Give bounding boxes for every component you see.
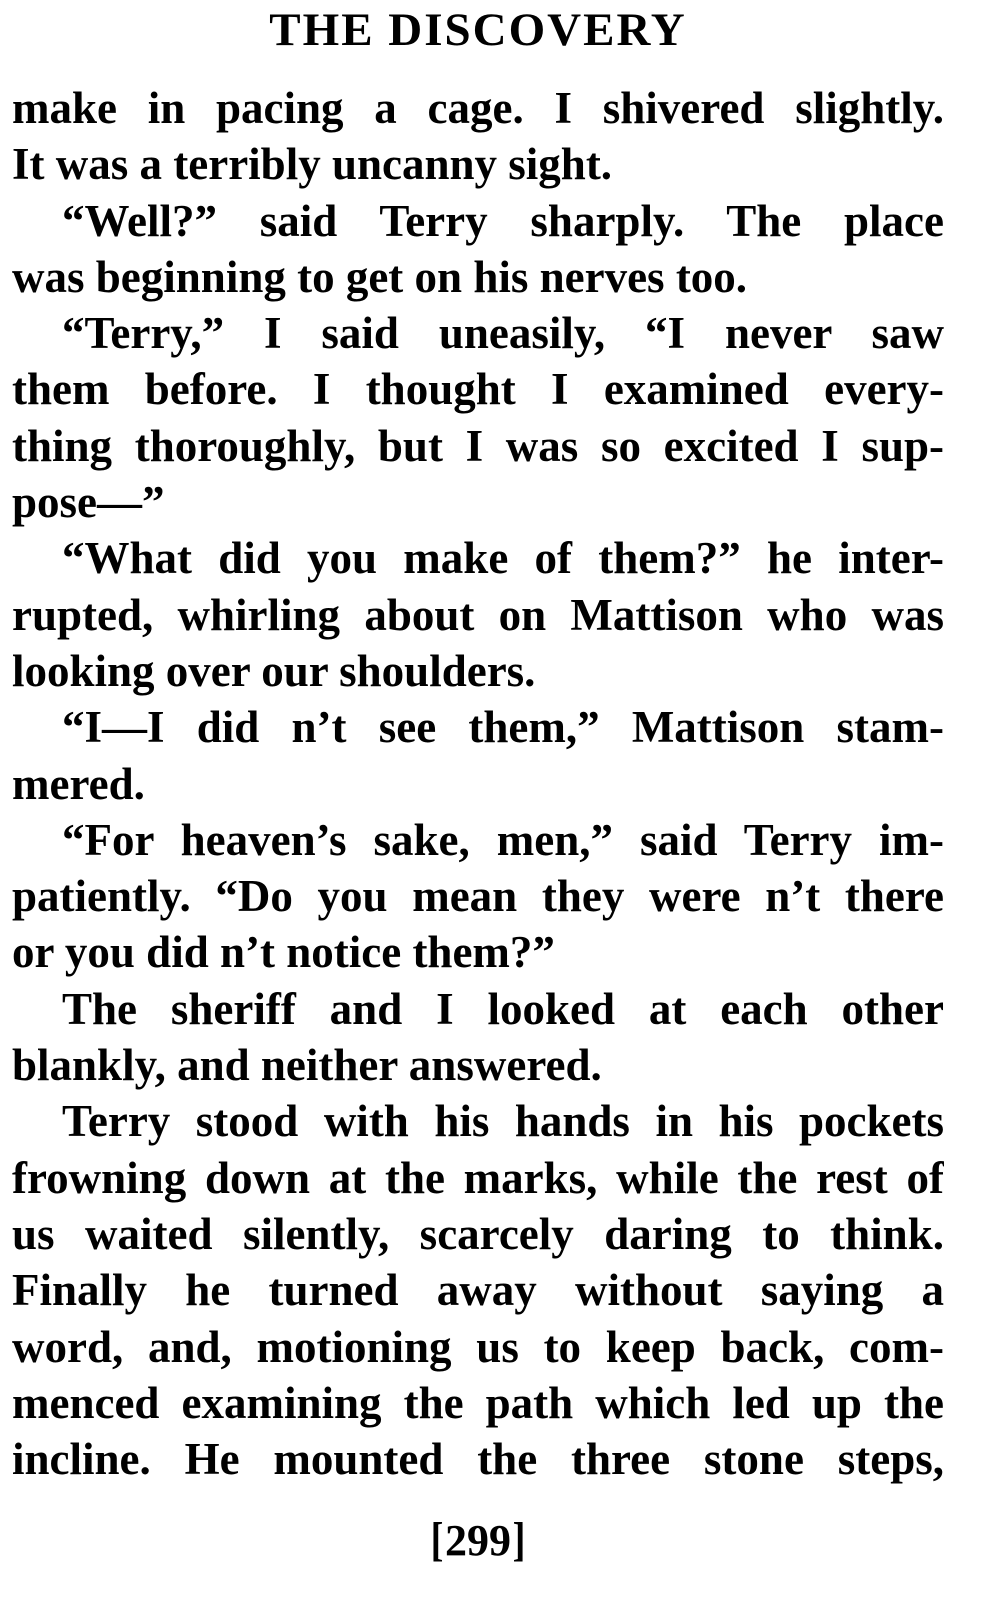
text-line: thing thoroughly, but I was so excited I sup- xyxy=(12,420,944,471)
text-line: incline. He mounted the three stone steps, xyxy=(12,1434,944,1485)
text-line: Finally he turned away without saying a xyxy=(12,1265,944,1316)
text-line: word, and, motioning us to keep back, com- xyxy=(12,1321,944,1372)
page-number: 299 xyxy=(445,1516,511,1565)
text-line: was beginning to get on his nerves too. xyxy=(12,251,748,302)
text-line: “Terry,” I said uneasily, “I never saw xyxy=(62,308,944,359)
running-title: THE DISCOVERY xyxy=(269,4,687,56)
text-line: make in pacing a cage. I shivered slightly. xyxy=(12,83,944,133)
text-line: frowning down at the marks, while the rest of xyxy=(12,1152,944,1203)
page-number-footer xyxy=(12,1510,944,1571)
text-line: looking over our shoulders. xyxy=(12,645,536,696)
text-line: us waited silently, scarcely daring to think. xyxy=(12,1208,944,1259)
text-line: pose—” xyxy=(12,477,165,528)
text-line: or you did n’t notice them?” xyxy=(12,927,555,978)
text-line: Terry stood with his hands in his pockets xyxy=(62,1096,944,1147)
text-line: It was a terribly uncanny sight. xyxy=(12,139,613,190)
text-line: menced examining the path which led up the xyxy=(12,1377,944,1428)
text-line: “For heaven’s sake, men,” said Terry im- xyxy=(62,814,944,865)
text-line: “What did you make of them?” he inter- xyxy=(62,533,944,584)
text-line: rupted, whirling about on Mattison who was xyxy=(12,589,944,640)
text-line: patiently. “Do you mean they were n’t there xyxy=(12,871,944,922)
text-line: blankly, and neither answered. xyxy=(12,1040,602,1091)
text-line: mered. xyxy=(12,758,145,809)
folio-bracket-close: ] xyxy=(512,1513,526,1566)
text-line: The sheriff and I looked at each other xyxy=(62,983,944,1034)
text-line: “I—I did n’t see them,” Mattison stam- xyxy=(62,702,944,753)
body-text xyxy=(12,80,944,1487)
text-line: “Well?” said Terry sharply. The place xyxy=(62,195,944,246)
text-line: them before. I thought I examined every- xyxy=(12,364,944,415)
book-page xyxy=(12,0,944,1600)
folio-bracket-open: [ xyxy=(430,1513,444,1566)
